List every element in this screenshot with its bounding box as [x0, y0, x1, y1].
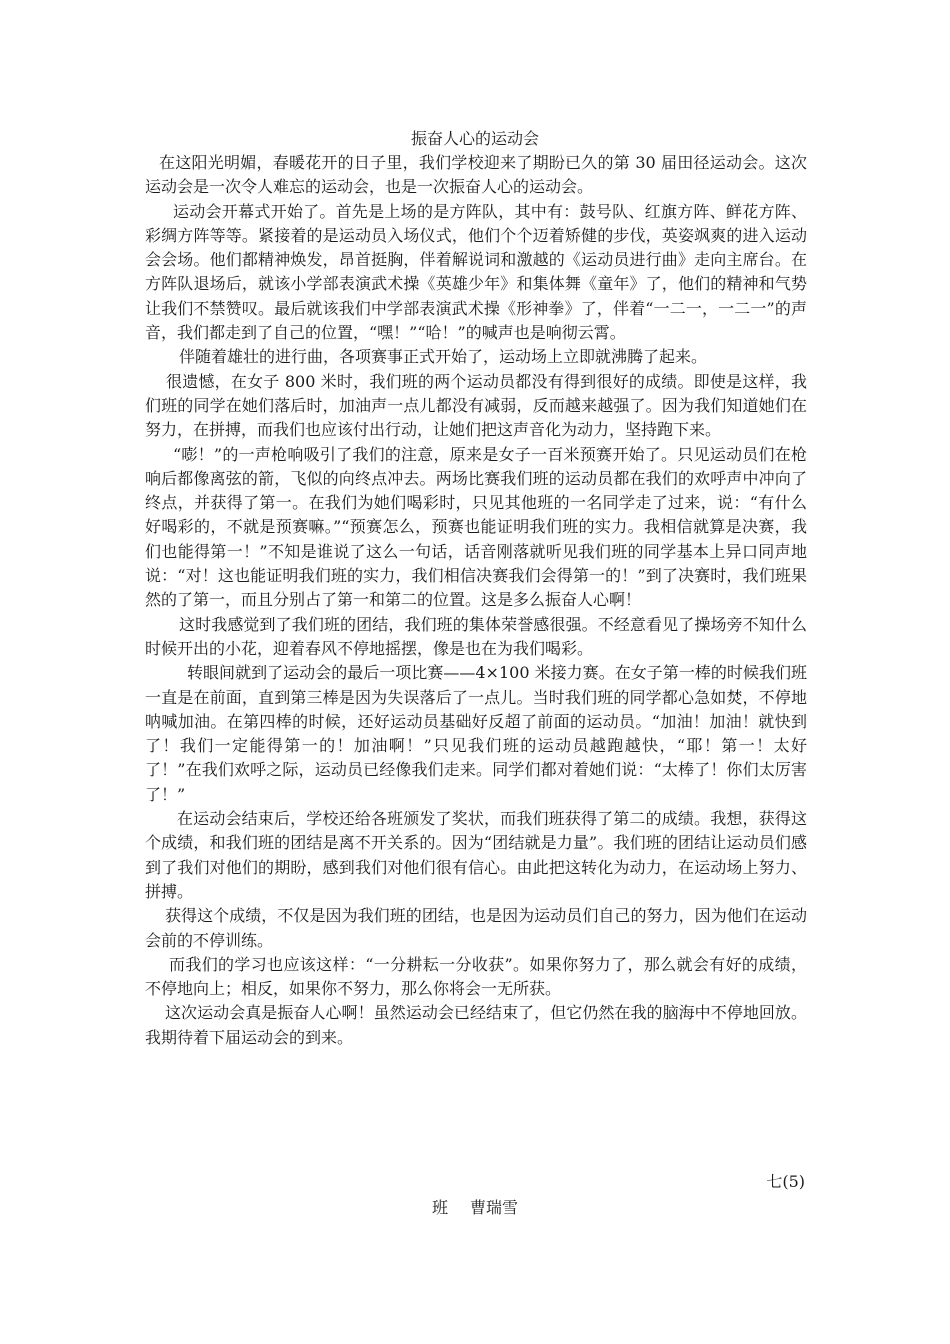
paragraph-4: 很遗憾，在女子 800 米时，我们班的两个运动员都没有得到很好的成绩。即使是这样，我们班的同学在她们落后时，加油声一点儿都没有减弱，反而越来越强了。因为我们知道她们在努力，在拼搏，而我们也应该付出行动，让她们把这声音化为动力，坚持跑下来。 [145, 371, 807, 440]
paragraph-10: 而我们的学习也应该这样：“一分耕耘一分收获”。如果你努力了，那么就会有好的成绩，不停地向上；相反，如果你不努力，那么你将会一无所获。 [145, 954, 807, 999]
paragraph-7: 转眼间就到了运动会的最后一项比赛——4×100 米接力赛。在女子第一棒的时候我们班一直是在前面，直到第三棒是因为失误落后了一点儿。当时我们班的同学都心急如焚，不停地呐喊加油。在第四棒的时候，还好运动员基础好反超了前面的运动员。“加油！加油！就快到了！我们一定能得第一的！加油啊！”只见我们班的运动员越跑越快，“耶！第一！太好了！”在我们欢呼之际，运动员已经像我们走来。同学们都对着她们说：“太棒了！你们太厉害了！” [145, 663, 807, 804]
document-title: 振奋人心的运动会 [410, 129, 539, 148]
signature-class-number: 七(5) [766, 1172, 805, 1191]
signature [0, 1196, 950, 1220]
paragraph-9: 获得这个成绩，不仅是因为我们班的团结，也是因为运动员们自己的努力，因为他们在运动会前的不停训练。 [145, 906, 807, 950]
paragraph-5: “嘭！”的一声枪响吸引了我们的注意，原来是女子一百米预赛开始了。只见运动员们在枪响后都像离弦的箭，飞似的向终点冲去。两场比赛我们班的运动员都在我们的欢呼声中冲向了终点，并获得了第一。在我们为她们喝彩时，只见其他班的一名同学走了过来，说：“有什么好喝彩的，不就是预赛嘛。”“预赛怎么，预赛也能证明我们班的实力。我相信就算是决赛，我们也能得第一！”不知是谁说了这么一句话，话音刚落就听见我们班的同学基本上异口同声地说：“对！这也能证明我们班的实力，我们相信决赛我们会得第一的！”到了决赛时，我们班果然的了第一，而且分别占了第一和第二的位置。这是多么振奋人心啊！ [145, 444, 807, 610]
paragraph-2: 运动会开幕式开始了。首先是上场的是方阵队，其中有：鼓号队、红旗方阵、鲜花方阵、彩绸方阵等等。紧接着的是运动员入场仪式，他们个个迈着矫健的步伐，英姿飒爽的进入运动会会场。他们都精神焕发，昂首挺胸，伴着解说词和激越的《运动员进行曲》走向主席台。在方阵队退场后，就该小学部表演武术操《英雄少年》和集体舞《童年》了，他们的精神和气势让我们不禁赞叹。最后就该我们中学部表演武术操《形神拳》了，伴着“一二一，一二一”的声音，我们都走到了自己的位置，“嘿！”“哈！”的喊声也是响彻云霄。 [145, 201, 807, 343]
document-body [145, 151, 807, 1050]
paragraph-1: 在这阳光明媚，春暖花开的日子里，我们学校迎来了期盼已久的第 30 届田径运动会。这次运动会是一次令人难忘的运动会，也是一次振奋人心的运动会。 [145, 153, 807, 197]
author-name: 曹瑞雪 [470, 1198, 519, 1217]
paragraph-11: 这次运动会真是振奋人心啊！虽然运动会已经结束了，但它仍然在我的脑海中不停地回放。我期待着下届运动会的到来。 [145, 1003, 807, 1047]
paragraph-8: 在运动会结束后，学校还给各班颁发了奖状，而我们班获得了第二的成绩。我想，获得这个成绩，和我们班的团结是离不开关系的。因为“团结就是力量”。我们班的团结让运动员们感到了我们对他们的期盼，感到我们对他们很有信心。由此把这转化为动力，在运动场上努力、拼搏。 [145, 809, 807, 901]
paragraph-6: 这时我感觉到了我们班的团结，我们班的集体荣誉感很强。不经意看见了操场旁不知什么时候开出的小花，迎着春风不停地摇摆，像是也在为我们喝彩。 [145, 614, 807, 658]
signature-class-suffix: 班 [431, 1198, 448, 1217]
paragraph-3: 伴随着雄壮的进行曲，各项赛事正式开始了，运动场上立即就沸腾了起来。 [179, 347, 708, 367]
